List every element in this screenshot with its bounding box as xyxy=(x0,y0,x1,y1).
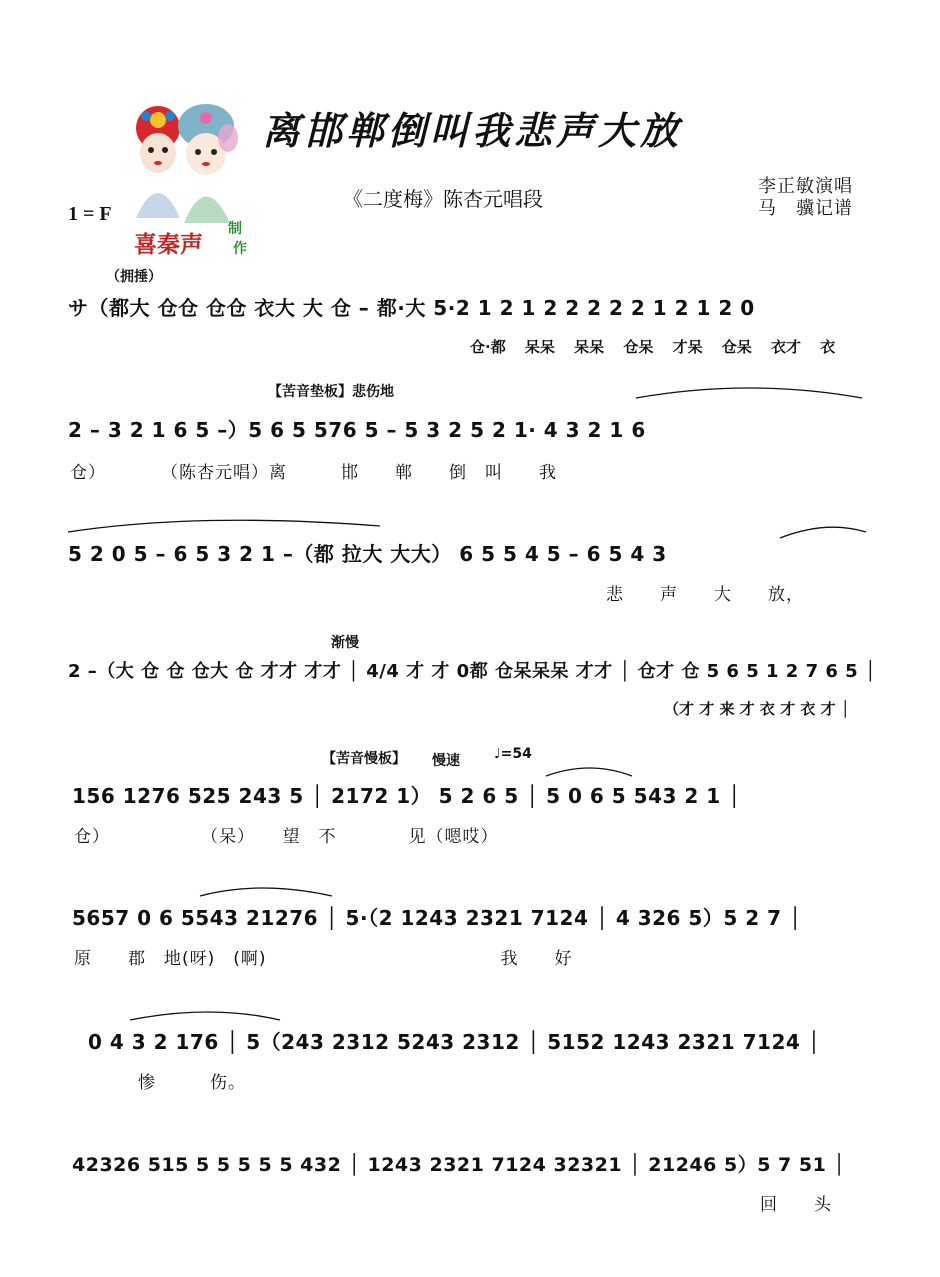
slur-row7 xyxy=(130,1012,280,1020)
slur-row3b xyxy=(780,527,866,538)
row5-tempo-word: 慢速 xyxy=(432,753,460,769)
row4-notation: 2 –（大 仓 仓 仓大 仓 才才 才才 │ 4/4 才 才 0都 仓呆呆呆 才才 │ 仓才 仓 5 6 5 1 2 7 6 5 │ xyxy=(68,661,877,682)
row6-notation: 5657 0 6 5543 21276 │ 5·（2 1243 2321 7124 │ 4 326 5）5 2 7 │ xyxy=(72,906,802,930)
row1-marking: （拥捶） xyxy=(106,269,162,285)
logo-side-2: 作 xyxy=(233,241,247,257)
row2-lyrics: 仓） （陈杏元唱）离 邯 郸 倒 叫 我 xyxy=(70,463,557,483)
logo-side-1: 制 xyxy=(228,221,242,237)
row2-notation: 2 – 3 2 1 6 5 –）5 6 5 576 5 – 5 3 2 5 2 1· 4 3 2 1 6 xyxy=(68,418,646,442)
row3-lyrics: 悲 声 大 放， xyxy=(606,585,804,605)
row5-lyrics: 仓） （呆） 望 不 见（嗯哎） xyxy=(74,827,499,847)
row4-percussion: （才 才 来 才 衣 才 衣 才 │ xyxy=(664,700,850,718)
row5-notation: 156 1276 525 243 5 │ 2172 1） 5 2 6 5 │ 5 0 6 5 543 2 1 │ xyxy=(72,784,741,808)
row5-marking: 【苦音慢板】 xyxy=(322,751,406,767)
row2-marking: 【苦音垫板】悲伤地 xyxy=(268,384,394,400)
performer-credit: 李正敏演唱 xyxy=(758,176,853,197)
logo-text: 喜秦声 xyxy=(134,231,203,258)
row6-lyrics: 原 郡 地(呀) (啊) 我 好 xyxy=(74,949,573,969)
row5-tempo: ♩=54 xyxy=(494,746,532,762)
row4-marking: 渐慢 xyxy=(331,635,359,651)
row1-notation: サ（都大 仓仓 仓仓 衣大 大 仓 – 都·大 5·2 1 2 1 2 2 2 2 2 1 2 1 2 0 xyxy=(68,296,755,320)
key-signature: 1 = F xyxy=(68,203,112,225)
row7-notation: 0 4 3 2 176 │ 5（243 2312 5243 2312 │ 5152 1243 2321 7124 │ xyxy=(88,1030,821,1054)
row1-percussion: 仓·都 呆呆 呆呆 仓呆 才呆 仓呆 衣才 衣 xyxy=(470,338,836,356)
row8-notation: 42326 515 5 5 5 5 5 432 │ 1243 2321 7124 32321 │ 21246 5）5 7 51 │ xyxy=(72,1154,846,1176)
slur-row3a xyxy=(68,520,380,532)
transcriber-credit: 马 骥记谱 xyxy=(758,198,853,219)
row8-lyrics: 回 头 xyxy=(760,1195,832,1215)
slur-row5 xyxy=(546,768,632,776)
row3-notation: 5 2 0 5 – 6 5 3 2 1 –（都 拉大 大大） 6 5 5 4 5 – 6 5 4 3 xyxy=(68,542,667,566)
subtitle: 《二度梅》陈杏元唱段 xyxy=(343,187,543,211)
row7-lyrics: 惨 伤。 xyxy=(138,1073,246,1093)
page-title: 离邯郸倒叫我悲声大放 xyxy=(262,108,683,153)
slur-row2 xyxy=(636,388,862,398)
slur-row6 xyxy=(200,888,332,896)
